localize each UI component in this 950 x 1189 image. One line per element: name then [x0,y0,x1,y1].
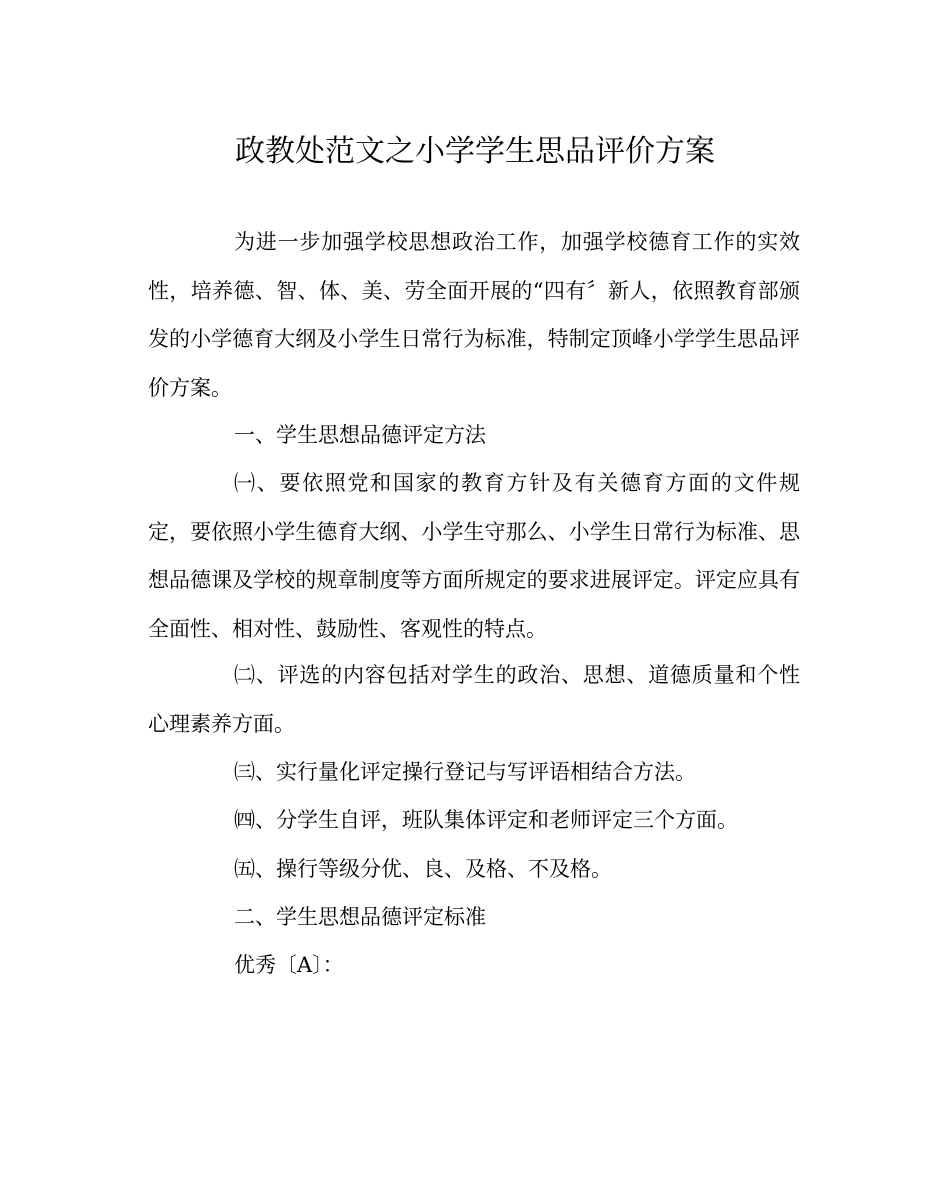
document-title: 政教处范文之小学学生思品评价方案 [235,134,715,169]
section-1-item-3: ㈢、实行量化评定操行登记与写评语相结合方法。 [234,760,696,784]
section-1-item-5: ㈤、操行等级分优、良、及格、不及格。 [234,857,612,881]
intro-paragraph: 为进一步加强学校思想政治工作，加强学校德育工作的实效性，培养德、智、体、美、劳全面开展的“四有〞新人，依照教育部颁发的小学德育大纲及小学生日常行为标准，特制定顶峰小学学生思品评价方案。 [148,230,800,400]
section-2-heading: 二、学生思想品德评定标准 [234,905,486,929]
section-1-item-1: ㈠、要依照党和国家的教育方针及有关德育方面的文件规定，要依照小学生德育大纲、小学生守那么、小学生日常行为标准、思想品德课及学校的规章制度等方面所规定的要求进展评定。评定应具有全面性、相对性、鼓励性、客观性的特点。 [148,471,800,641]
section-1-item-2: ㈡、评选的内容包括对学生的政治、思想、道德质量和个性心理素养方面。 [148,663,800,736]
grade-a-label: 优秀〔A〕： [234,953,344,977]
section-1-item-4: ㈣、分学生自评，班队集体评定和老师评定三个方面。 [234,808,738,832]
section-1-heading: 一、学生思想品德评定方法 [234,423,486,447]
